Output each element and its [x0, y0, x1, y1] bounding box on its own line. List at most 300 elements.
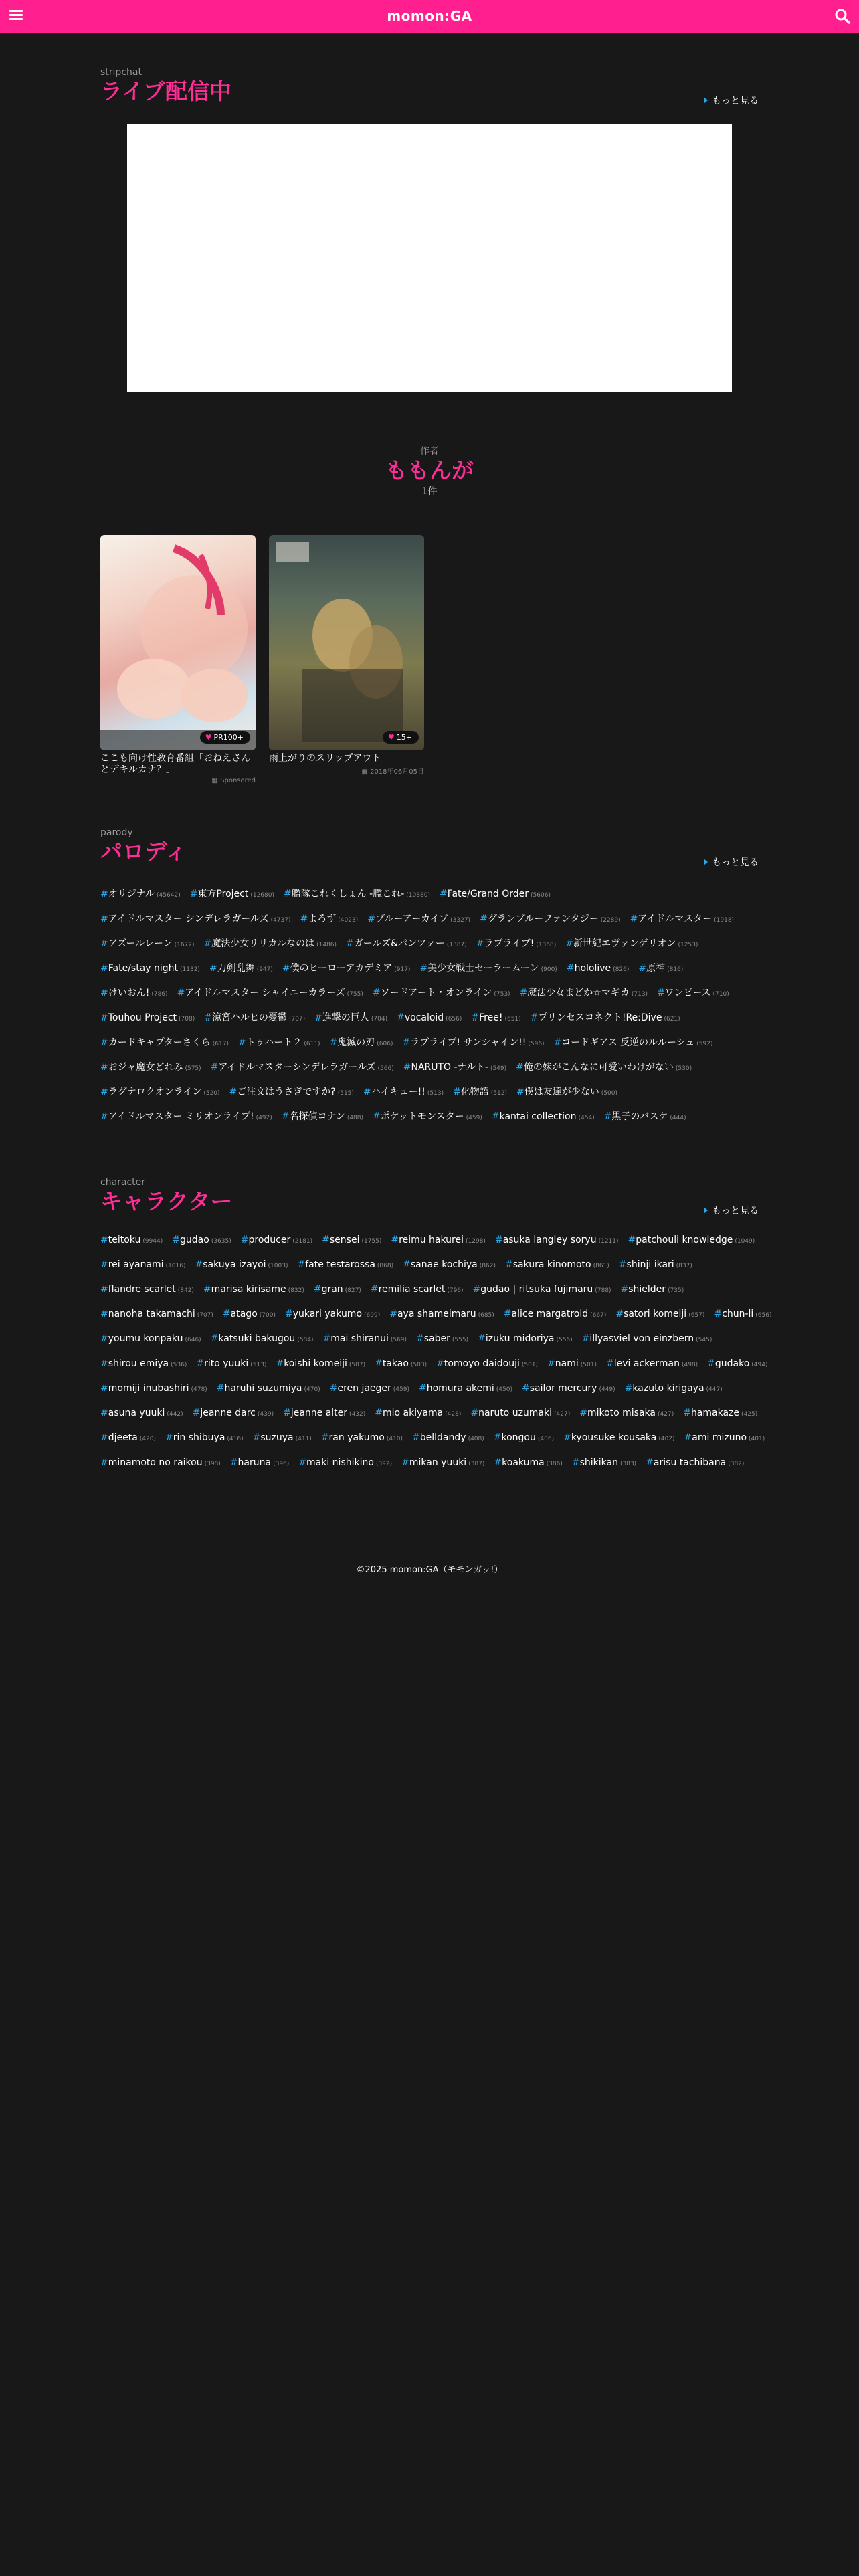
tag-link[interactable]	[470, 1408, 570, 1418]
work-card[interactable]	[100, 535, 256, 784]
tag-link[interactable]	[403, 1060, 506, 1073]
tag-link[interactable]	[217, 1383, 320, 1394]
tag-label: コードギアス 反逆のルルーシュ	[561, 1037, 695, 1048]
tag-link[interactable]	[604, 1109, 686, 1123]
tag-label: asuna yuuki	[108, 1408, 165, 1418]
tag-link[interactable]	[282, 961, 411, 974]
tag-label: 僕のヒーローアカデミア	[290, 963, 393, 974]
hash-icon: #	[100, 1111, 108, 1122]
tag-link[interactable]	[195, 1259, 288, 1270]
tag-label: belldandy	[419, 1432, 466, 1443]
tag-label: mai shiranui	[330, 1333, 389, 1344]
tag-link[interactable]	[565, 936, 698, 950]
tag-label: yukari yakumo	[292, 1309, 363, 1319]
live-stream-embed[interactable]	[127, 124, 732, 392]
tag-link[interactable]	[582, 1333, 712, 1344]
tag-link[interactable]	[471, 1012, 520, 1023]
tag-link[interactable]	[211, 1333, 314, 1344]
tag-link[interactable]	[567, 963, 630, 974]
hash-icon: #	[628, 1235, 636, 1245]
tag-label: patchouli knowledge	[636, 1235, 733, 1245]
tag-count: (450)	[496, 1386, 512, 1393]
tag-link[interactable]	[391, 1235, 486, 1245]
tag-count: (513)	[250, 1362, 267, 1368]
tag-link[interactable]	[211, 1060, 394, 1073]
tag-count: (1486)	[316, 942, 337, 948]
tag-link[interactable]	[322, 1235, 381, 1245]
tag-link[interactable]	[100, 1259, 186, 1270]
tag-link[interactable]	[284, 887, 430, 900]
hash-icon: #	[530, 1012, 539, 1023]
tag-link[interactable]	[531, 1010, 680, 1024]
tag-count: (492)	[256, 1115, 272, 1121]
tag-label: naruto uzumaki	[478, 1408, 553, 1418]
tag-label: ガールズ&パンツァー	[353, 938, 445, 949]
tag-link[interactable]	[297, 1259, 393, 1270]
tag-label: アイドルマスター シャイニーカラーズ	[185, 988, 345, 998]
tag-label: オリジナル	[108, 889, 155, 899]
tag-link[interactable]	[100, 1432, 156, 1443]
tag-row	[100, 1284, 759, 1309]
hash-icon: #	[252, 1432, 261, 1443]
hash-icon: #	[100, 1383, 108, 1394]
tag-count: (503)	[410, 1362, 427, 1368]
tag-count: (868)	[377, 1263, 394, 1269]
hash-icon: #	[216, 1383, 225, 1394]
hash-icon: #	[282, 963, 290, 974]
tag-label: koishi komeiji	[284, 1358, 347, 1369]
tag-link[interactable]	[203, 1284, 304, 1295]
card-meta: ▦ 2018年06月05日	[361, 768, 424, 776]
hash-icon: #	[229, 1457, 238, 1468]
tag-count: (1049)	[735, 1238, 755, 1245]
tag-count: (569)	[390, 1337, 407, 1344]
tag-link[interactable]	[253, 1432, 312, 1443]
tag-row	[100, 1235, 759, 1259]
tag-count: (1368)	[536, 942, 557, 948]
tag-link[interactable]	[100, 1284, 194, 1295]
tag-link[interactable]	[196, 1358, 266, 1369]
tag-link[interactable]	[606, 1358, 698, 1369]
tag-link[interactable]	[204, 936, 337, 950]
tag-link[interactable]	[572, 1457, 636, 1468]
tag-link[interactable]	[401, 1457, 484, 1468]
tag-link[interactable]	[397, 1012, 462, 1023]
tag-link[interactable]	[363, 1085, 444, 1098]
tag-link[interactable]	[300, 911, 359, 925]
tag-count: (454)	[578, 1115, 595, 1121]
hash-icon: #	[284, 889, 292, 899]
tag-link[interactable]	[223, 1309, 276, 1319]
tag-link[interactable]	[419, 961, 557, 974]
tag-label: kyousuke kousaka	[571, 1432, 657, 1443]
tag-link[interactable]	[389, 1309, 494, 1319]
tag-count: (657)	[688, 1312, 705, 1319]
tag-label: atago	[230, 1309, 258, 1319]
tag-row	[100, 1085, 759, 1109]
tag-label: minamoto no raikou	[108, 1457, 203, 1468]
hash-icon: #	[547, 1358, 555, 1369]
tag-row	[100, 986, 759, 1010]
site-logo[interactable]: momon:GA	[387, 8, 472, 24]
parody-tag-list	[100, 887, 759, 1134]
tag-link[interactable]	[638, 961, 683, 974]
tag-link[interactable]	[684, 1432, 765, 1443]
tag-link[interactable]	[621, 1284, 684, 1295]
tag-label: 化物語	[460, 1087, 489, 1097]
tag-link[interactable]	[100, 986, 168, 999]
tag-link[interactable]	[371, 1284, 464, 1295]
tag-label: ブルーアーカイブ	[375, 914, 449, 924]
hash-icon: #	[229, 1087, 237, 1097]
tag-count: (382)	[728, 1461, 745, 1467]
top-bar	[0, 0, 859, 33]
search-icon[interactable]	[834, 7, 851, 25]
hash-icon: #	[209, 963, 217, 974]
footer-copyright: ©2025 momon:GA（モモンガッ!）	[356, 1565, 503, 1575]
tag-link[interactable]	[172, 1235, 231, 1245]
hash-icon: #	[100, 1259, 108, 1270]
tag-link[interactable]	[579, 1408, 674, 1418]
tag-link[interactable]	[314, 1284, 361, 1295]
tag-link[interactable]	[165, 1432, 244, 1443]
tag-link[interactable]	[230, 1457, 289, 1468]
more-link[interactable]	[704, 94, 759, 107]
cover-art-image	[269, 535, 424, 750]
more-link[interactable]	[704, 1204, 759, 1217]
tag-count: (387)	[468, 1461, 485, 1467]
tag-link[interactable]	[323, 1333, 407, 1344]
tag-label: ラブライブ! サンシャイン!!	[410, 1037, 527, 1048]
tag-link[interactable]	[100, 1060, 201, 1073]
tag-link[interactable]	[209, 961, 273, 974]
tag-link[interactable]	[478, 1333, 573, 1344]
tag-label: rito yuuki	[204, 1358, 249, 1369]
tag-link[interactable]	[314, 1010, 387, 1024]
hash-icon: #	[707, 1358, 715, 1369]
tag-link[interactable]	[241, 1235, 312, 1245]
tag-link[interactable]	[492, 1111, 595, 1122]
hash-icon: #	[516, 1062, 524, 1073]
tag-link[interactable]	[204, 1010, 305, 1024]
tag-link[interactable]	[516, 1060, 692, 1073]
work-title[interactable]: 雨上がりのスリップアウト	[269, 753, 381, 764]
tag-count: (947)	[256, 966, 273, 973]
tag-link[interactable]	[419, 1383, 512, 1394]
hash-icon: #	[471, 1012, 480, 1023]
tag-link[interactable]	[100, 1457, 221, 1468]
tag-label: アイドルマスターシンデレラガールズ	[218, 1062, 376, 1073]
tag-link[interactable]	[276, 1358, 365, 1369]
hash-icon: #	[522, 1383, 530, 1394]
tag-label: katsuki bakugou	[218, 1333, 296, 1344]
tag-link[interactable]	[100, 1309, 213, 1319]
tag-link[interactable]	[373, 986, 510, 999]
tag-count: (617)	[212, 1041, 229, 1047]
more-link-label: もっと見る	[712, 1206, 759, 1216]
tag-link[interactable]	[100, 1035, 229, 1049]
work-title[interactable]: ここも向け性教育番組「おねえさんとデキルカナ？」	[100, 753, 250, 775]
tag-count: (1387)	[446, 942, 467, 948]
tag-link[interactable]	[100, 936, 195, 950]
hash-icon: #	[419, 963, 428, 974]
tag-count: (842)	[177, 1287, 194, 1294]
tag-label: gudao	[180, 1235, 209, 1245]
hash-icon: #	[565, 938, 573, 949]
tag-count: (707)	[197, 1312, 213, 1319]
hash-icon: #	[100, 914, 108, 924]
tag-label: illyasviel von einzbern	[589, 1333, 694, 1344]
tag-link[interactable]	[238, 1035, 320, 1049]
tag-label: 黒子のバスケ	[611, 1111, 668, 1122]
live-section-header	[100, 67, 759, 107]
work-thumbnail[interactable]	[269, 535, 424, 750]
tag-link[interactable]	[436, 1358, 538, 1369]
tag-link[interactable]	[321, 1432, 403, 1443]
hash-icon: #	[320, 1432, 329, 1443]
tag-label: Fate/stay night	[108, 963, 179, 974]
tag-link[interactable]	[554, 1035, 713, 1049]
tag-link[interactable]	[403, 1259, 496, 1270]
tag-link[interactable]	[563, 1432, 674, 1443]
tag-label: gran	[321, 1284, 343, 1295]
hash-icon: #	[412, 1432, 420, 1443]
tag-count: (396)	[273, 1461, 290, 1467]
tag-label: よろず	[308, 914, 337, 924]
tag-label: 魔法少女まどか☆マギカ	[527, 988, 630, 998]
hash-icon: #	[204, 1012, 212, 1023]
tag-count: (459)	[393, 1386, 409, 1393]
tag-link[interactable]	[625, 1383, 723, 1394]
hash-icon: #	[657, 988, 665, 998]
tag-label: 美少女戦士セーラームーン	[427, 963, 539, 974]
tag-link[interactable]	[100, 887, 181, 900]
tag-link[interactable]	[516, 1085, 617, 1098]
tag-label: flandre scarlet	[108, 1284, 176, 1295]
tag-link[interactable]	[330, 1383, 409, 1394]
tag-count: (494)	[751, 1362, 768, 1368]
tag-link[interactable]	[628, 1235, 755, 1245]
tag-label: teitoku	[108, 1235, 141, 1245]
tag-label: Touhou Project	[108, 1012, 177, 1023]
hash-icon: #	[519, 988, 528, 998]
tag-link[interactable]	[100, 1235, 163, 1245]
tag-link[interactable]	[707, 1358, 767, 1369]
hash-icon: #	[683, 1408, 691, 1418]
tag-link[interactable]	[504, 1309, 607, 1319]
tag-label: ご注文はうさぎですか?	[237, 1087, 336, 1097]
card-meta: ▦ Sponsored	[211, 777, 256, 784]
tag-link[interactable]	[440, 889, 551, 899]
more-link[interactable]	[704, 855, 759, 869]
hash-icon: #	[100, 1037, 108, 1048]
hash-icon: #	[566, 963, 575, 974]
tag-count: (401)	[749, 1436, 765, 1442]
hash-icon: #	[504, 1259, 513, 1270]
tag-link[interactable]	[494, 1432, 554, 1443]
tag-label: ami mizuno	[692, 1432, 747, 1443]
hash-icon: #	[172, 1235, 181, 1245]
tag-link[interactable]	[190, 887, 274, 900]
tag-label: kantai collection	[499, 1111, 577, 1122]
tag-label: 僕は友達が少ない	[524, 1087, 599, 1097]
work-thumbnail[interactable]	[100, 535, 256, 750]
hash-icon: #	[100, 889, 108, 899]
work-card[interactable]	[269, 535, 424, 776]
tag-count: (512)	[490, 1090, 508, 1097]
tag-link[interactable]	[100, 1109, 272, 1123]
section-eyebrow: parody	[100, 827, 133, 838]
tag-link[interactable]	[100, 911, 291, 925]
tag-count: (708)	[179, 1016, 195, 1023]
tag-label: sakuya izayoi	[203, 1259, 266, 1270]
author-name: ももんが	[385, 457, 474, 484]
hash-icon: #	[329, 1383, 338, 1394]
hash-icon: #	[203, 1284, 211, 1295]
tag-label: vocaloid	[404, 1012, 444, 1023]
tag-link[interactable]	[646, 1457, 744, 1468]
tag-link[interactable]	[522, 1383, 615, 1394]
hash-icon: #	[165, 1432, 173, 1443]
hash-icon: #	[100, 1408, 108, 1418]
tag-count: (555)	[452, 1337, 469, 1344]
tag-link[interactable]	[453, 1085, 507, 1098]
tag-count: (1298)	[466, 1238, 486, 1245]
section-eyebrow: stripchat	[100, 67, 142, 78]
tag-count: (1253)	[678, 942, 698, 948]
hash-icon: #	[579, 1408, 587, 1418]
tag-link[interactable]	[412, 1432, 484, 1443]
tag-link[interactable]	[476, 936, 556, 950]
tag-label: トゥハート２	[246, 1037, 302, 1048]
hash-icon: #	[100, 938, 108, 949]
hash-icon: #	[470, 1408, 479, 1418]
tag-link[interactable]	[100, 1012, 195, 1023]
tag-count: (501)	[521, 1362, 539, 1368]
hash-icon: #	[419, 1383, 427, 1394]
tag-link[interactable]	[630, 911, 734, 925]
tag-label: asuka langley soryu	[502, 1235, 597, 1245]
hash-icon: #	[624, 1383, 633, 1394]
tag-link[interactable]	[683, 1408, 757, 1418]
tag-link[interactable]	[657, 986, 729, 999]
tag-count: (651)	[504, 1016, 521, 1023]
triangle-icon	[704, 97, 708, 104]
tag-link[interactable]	[100, 1383, 207, 1394]
tag-link[interactable]	[480, 911, 621, 925]
hash-icon: #	[480, 914, 488, 924]
tag-label: sanae kochiya	[410, 1259, 478, 1270]
tag-label: tomoyo daidouji	[444, 1358, 520, 1369]
tag-label: marisa kirisame	[211, 1284, 286, 1295]
tag-label: fate testarossa	[305, 1259, 375, 1270]
tag-count: (646)	[185, 1337, 201, 1344]
hash-icon: #	[615, 1309, 624, 1319]
tag-row	[100, 1457, 759, 1482]
hash-icon: #	[684, 1432, 692, 1443]
tag-row	[100, 1035, 759, 1060]
tag-count: (4737)	[270, 917, 291, 924]
tag-count: (1672)	[174, 942, 195, 948]
tag-label: 新世紀エヴァンゲリオン	[573, 938, 676, 949]
tag-link[interactable]	[283, 1408, 365, 1418]
tag-link[interactable]	[375, 1358, 427, 1369]
tag-row	[100, 936, 759, 961]
tag-link[interactable]	[298, 1457, 392, 1468]
tag-link[interactable]	[473, 1284, 611, 1295]
hash-icon: #	[100, 963, 108, 974]
tag-count: (549)	[490, 1065, 507, 1072]
tag-link[interactable]	[100, 1358, 187, 1369]
tag-count: (513)	[427, 1090, 444, 1097]
tag-link[interactable]	[505, 1259, 609, 1270]
tag-label: ワンピース	[664, 988, 711, 998]
tag-link[interactable]	[100, 1408, 183, 1418]
tag-link[interactable]	[100, 963, 200, 974]
tag-label: mikoto misaka	[587, 1408, 656, 1418]
tag-link[interactable]	[367, 911, 470, 925]
hash-icon: #	[100, 1062, 108, 1073]
tag-count: (788)	[595, 1287, 611, 1294]
tag-count: (2181)	[292, 1238, 313, 1245]
tag-link[interactable]	[714, 1309, 771, 1319]
tag-count: (449)	[599, 1386, 615, 1393]
tag-link[interactable]	[346, 936, 467, 950]
tag-link[interactable]	[416, 1333, 468, 1344]
tag-count: (1918)	[714, 917, 735, 924]
tag-link[interactable]	[330, 1035, 393, 1049]
hash-icon: #	[503, 1309, 512, 1319]
tag-row	[100, 1432, 765, 1457]
tag-row	[100, 1259, 759, 1284]
tag-label: けいおん!	[108, 988, 150, 998]
tag-label: sailor mercury	[529, 1383, 597, 1394]
tag-link[interactable]	[229, 1085, 354, 1098]
tag-link[interactable]	[495, 1235, 619, 1245]
tag-link[interactable]	[619, 1259, 692, 1270]
hash-icon: #	[177, 988, 185, 998]
tag-link[interactable]	[100, 1085, 220, 1098]
tag-link[interactable]	[100, 1333, 201, 1344]
tag-link[interactable]	[373, 1109, 482, 1123]
tag-label: アイドルマスター ミリオンライブ!	[108, 1111, 254, 1122]
tag-link[interactable]	[193, 1408, 274, 1418]
tag-link[interactable]	[282, 1109, 363, 1123]
tag-link[interactable]	[375, 1408, 461, 1418]
tag-count: (416)	[227, 1436, 244, 1442]
hash-icon: #	[373, 1111, 381, 1122]
tag-link[interactable]	[403, 1035, 545, 1049]
tag-label: takao	[382, 1358, 409, 1369]
hash-icon: #	[476, 938, 484, 949]
tag-link[interactable]	[494, 1457, 562, 1468]
tag-link[interactable]	[615, 1309, 704, 1319]
tag-link[interactable]	[177, 986, 363, 999]
hash-icon: #	[222, 1309, 231, 1319]
tag-count: (425)	[741, 1411, 758, 1418]
tag-count: (1211)	[598, 1238, 619, 1245]
tag-link[interactable]	[285, 1309, 380, 1319]
tag-count: (392)	[375, 1461, 393, 1467]
tag-label: ラグナロクオンライン	[108, 1087, 202, 1097]
tag-count: (501)	[580, 1362, 597, 1368]
tag-link[interactable]	[520, 986, 648, 999]
author-eyebrow: 作者	[420, 446, 439, 457]
tag-label: カードキャプターさくら	[108, 1037, 211, 1048]
author-count: 1件	[421, 486, 438, 497]
tag-count: (1016)	[165, 1263, 186, 1269]
tag-link[interactable]	[547, 1358, 597, 1369]
